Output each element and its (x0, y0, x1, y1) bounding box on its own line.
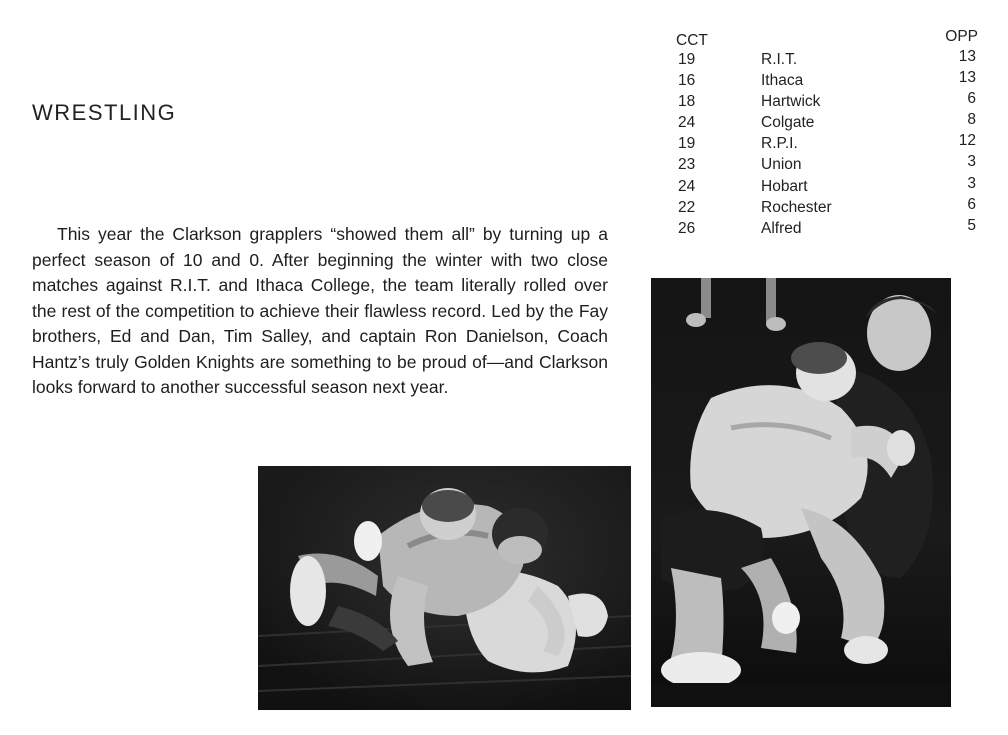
score-row (676, 195, 978, 220)
header-cct: CCT (676, 32, 708, 49)
wrestling-photo-mat-image (258, 466, 631, 710)
score-row (676, 174, 978, 199)
cct-score: 24 (678, 114, 696, 132)
score-table-header (676, 30, 978, 51)
cct-score: 19 (678, 135, 696, 153)
opponent-score: 6 (967, 90, 976, 108)
score-row (676, 69, 978, 93)
cct-score: 18 (678, 93, 696, 111)
opponent-score: 8 (967, 111, 976, 129)
cct-score: 22 (678, 198, 696, 216)
score-table (676, 30, 978, 241)
opponent-name: Rochester (761, 198, 832, 216)
opponent-name: Union (761, 156, 802, 174)
cct-score: 24 (678, 177, 696, 195)
opponent-name: Colgate (761, 114, 815, 132)
page-title: WRESTLING (32, 100, 177, 125)
opponent-name: Ithaca (761, 72, 804, 90)
score-row (676, 132, 978, 156)
wrestling-photo-mat (258, 466, 631, 710)
wrestling-photo-standing-image (651, 278, 951, 707)
opponent-name: Alfred (761, 219, 802, 237)
cct-score: 26 (678, 219, 696, 237)
header-opp: OPP (945, 28, 978, 45)
opponent-name: Hartwick (761, 93, 821, 111)
score-row (676, 153, 978, 177)
cct-score: 16 (678, 72, 696, 90)
score-row (676, 48, 978, 72)
opponent-score: 6 (967, 195, 976, 213)
cct-score: 23 (678, 156, 696, 174)
opponent-score: 3 (967, 174, 976, 192)
opponent-name: Hobart (761, 177, 808, 195)
score-row (676, 90, 978, 114)
score-row (676, 111, 978, 135)
cct-score: 19 (678, 51, 696, 68)
score-row (676, 216, 978, 241)
article-body: This year the Clarkson grapplers “showed them all” by turning up a perfect season of 10 and 0. After beginning the winter with two close matches against R.I.T. and Ithaca College, the team literally rolled over the rest of the competition to achieve their flawless record. Led by the Fay brothers, Ed and Dan, Tim Salley, and captain Ron Danielson, Coach Hantz’s truly Golden Knights are something to be proud of—and Clarkson looks forward to another successful season next year. (32, 224, 608, 397)
wrestling-photo-standing (651, 278, 951, 707)
opponent-name: R.P.I. (761, 135, 798, 153)
opponent-score: 13 (958, 48, 976, 65)
opponent-score: 3 (967, 153, 976, 171)
opponent-name: R.I.T. (761, 51, 798, 68)
opponent-score: 5 (967, 216, 976, 234)
opponent-score: 12 (958, 132, 976, 150)
opponent-score: 13 (958, 69, 976, 87)
